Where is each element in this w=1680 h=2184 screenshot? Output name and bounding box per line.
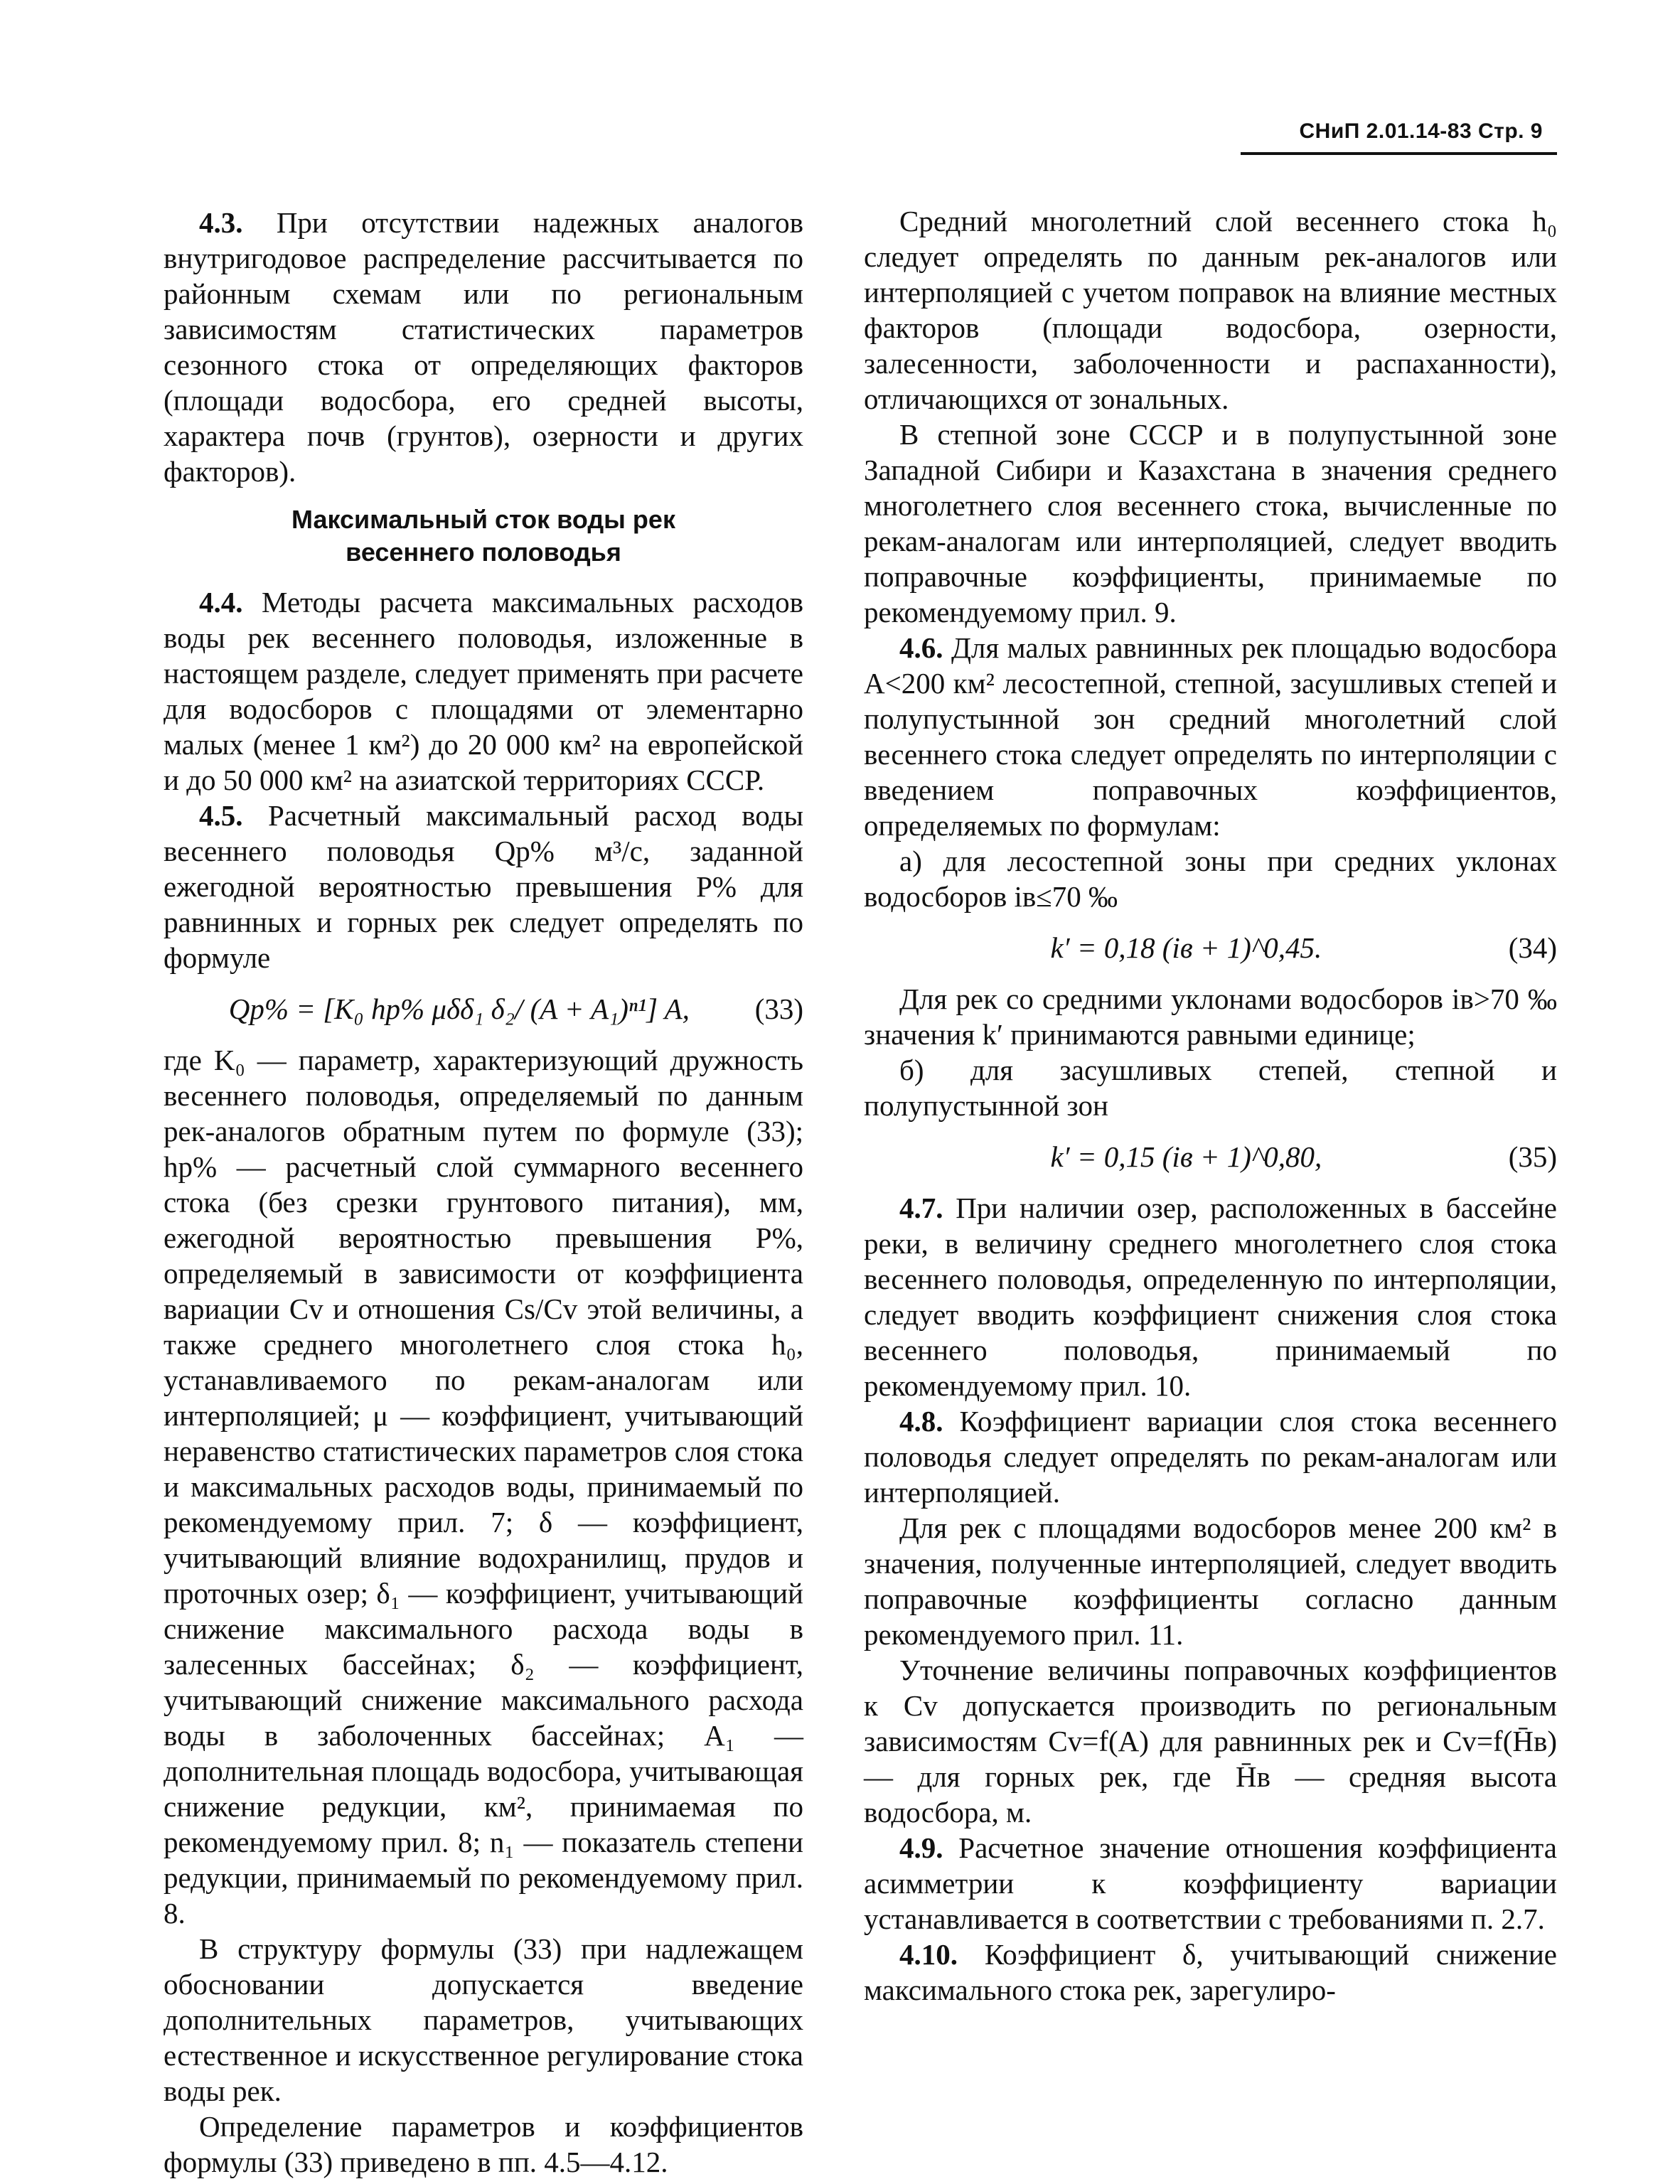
paragraph-4-8	[864, 1403, 1557, 1510]
section-heading-line2: весеннего половодья	[346, 537, 621, 567]
paragraph-text: Методы расчета максимальных расходов воды рек весеннего половодья, изложенные в настоящем разделе, следует применять при расчете для водосборов с площадями от элементарно малых (менее 1 км²) до 20 000 км² на европейской и до 50 000 км² на азиатской территориях СССР.	[164, 586, 804, 796]
paragraph-item-b: б) для засушливых степей, степной и полупустынной зон	[864, 1054, 1557, 1122]
paragraph-text: Расчетное значение отношения коэффициента асимметрии к коэффициенту вариации устанавливается в соответствии с требованиями п. 2.7.	[864, 1831, 1558, 1935]
paragraph-area: Для рек с площадями водосборов менее 200 км² в значения, полученные интерполяцией, следует вводить поправочные коэффициенты согласно данным рекомендуемого прил. 11.	[864, 1511, 1557, 1651]
section-heading-line1: Максимальный сток воды рек	[291, 505, 675, 534]
paragraph-text: При наличии озер, расположенных в бассейне реки, в величину среднего многолетнего слоя стока весеннего половодья, определенную по интерполяции, следует вводить коэффициент снижения слоя стока весеннего половодья, принимаемый по рекомендуемому прил. 10.	[864, 1192, 1558, 1402]
section-number: 4.8.	[899, 1405, 943, 1438]
left-column	[164, 205, 803, 2180]
paragraph-text: Для малых равнинных рек площадью водосбора A<200 км² лесостепной, степной, засушливых степей и полупустынной зон средний многолетний слой весеннего стока следует определять по интерполяции с введением поправочных коэффициентов, определяемых по формулам:	[864, 631, 1557, 842]
section-number: 4.9.	[899, 1831, 943, 1864]
section-number: 4.4.	[199, 586, 243, 619]
paragraph-steppe: В степной зоне СССР и в полупустынной зоне Западной Сибири и Казахстана в значения среднего многолетнего слоя весеннего стока, вычисленные по рекам-аналогам или интерполяцией, следует вводить поправочные коэффициенты, принимаемые по рекомендуемому прил. 9.	[864, 418, 1557, 628]
formula-expression: Qp% = [K₀ hp% μδδ₁ δ₂/ (A + A₁)ⁿ¹] A,	[228, 992, 690, 1025]
section-number: 4.5.	[199, 799, 243, 832]
page-header: СНиП 2.01.14-83 Стр. 9	[1299, 119, 1543, 143]
paragraph-4-3	[164, 205, 803, 489]
paragraph-refine: Уточнение величины поправочных коэффициентов к Cv допускается производить по региональным зависимостям Cv=f(A) для равнинных рек и Cv=f(H̄в) — для горных рек, где H̄в — средняя высота водосбора, м.	[864, 1654, 1557, 1829]
formula-number: (34)	[1508, 931, 1557, 964]
paragraph-text: Коэффициент δ, учитывающий снижение максимального стока рек, зарегулиро-	[864, 1938, 1558, 2006]
formula-35	[864, 1139, 1557, 1174]
paragraph-h0: Средний многолетний слой весеннего стока h₀ следует определять по данным рек-аналогов или интерполяцией с учетом поправок на влияние местных факторов (площади водосбора, озерности, залесенности, заболоченности и распаханности), отличающихся от зональных.	[864, 205, 1557, 415]
section-number: 4.3.	[199, 206, 243, 239]
paragraph-4-10	[864, 1937, 1557, 2008]
paragraph-structure: В структуру формулы (33) при надлежащем обосновании допускается введение дополнительных параметров, учитывающих естественное и искусственное регулирование стока воды рек.	[164, 1932, 803, 2107]
paragraph-item-a: а) для лесостепной зоны при средних уклонах водосборов iв≤70 ‰	[864, 845, 1557, 913]
paragraph-4-7	[864, 1190, 1557, 1403]
formula-number: (33)	[754, 992, 803, 1025]
section-number: 4.6.	[899, 631, 943, 664]
paragraph-text: При отсутствии надежных аналогов внутригодовое распределение рассчитывается по районным схемам или по региональным зависимостям статистических параметров сезонного стока от определяющих факторов (площади водосбора, его средней высоты, характера почв (грунтов), озерности и других факторов).	[164, 206, 803, 488]
paragraph-4-6	[864, 630, 1557, 843]
paragraph-text: Коэффициент вариации слоя стока весеннего половодья следует определять по рекам-аналогам или интерполяцией.	[864, 1405, 1557, 1509]
formula-expression: k′ = 0,18 (iв + 1)^0,45.	[1050, 931, 1322, 964]
paragraph-slopes: Для рек со средними уклонами водосборов iв>70 ‰ значения k′ принимаются равными единице;	[864, 983, 1557, 1051]
paragraph-definitions: где K₀ — параметр, характеризующий дружность весеннего половодья, определяемый по данным рек-аналогов обратным путем по формуле (33); hp% — расчетный слой суммарного весеннего стока (без срезки грунтового питания), мм, ежегодной вероятностью превышения P%, определяемый в зависимости от коэффициента вариации Cv и отношения Cs/Cv этой величины, а также среднего многолетнего слоя стока h₀, устанавливаемого по рекам-аналогам или интерполяцией; μ — коэффициент, учитывающий неравенство статистических параметров слоя стока и максимальных расходов воды, принимаемый по рекомендуемому прил. 7; δ — коэффициент, учитывающий влияние водохранилищ, прудов и проточных озер; δ₁ — коэффициент, учитывающий снижение максимального расхода воды в залесенных бассейнах; δ₂ — коэффициент, учитывающий снижение максимального расхода воды в заболоченных бассейнах; A₁ — дополнительная площадь водосбора, учитывающая снижение редукции, км², принимаемая по рекомендуемому прил. 8; n₁ — показатель степени редукции, принимаемый по рекомендуемому прил. 8.	[164, 1044, 803, 1929]
paragraph-4-9	[864, 1830, 1557, 1937]
paragraph-parameters: Определение параметров и коэффициентов формулы (33) приведено в пп. 4.5—4.12.	[164, 2110, 803, 2178]
section-number: 4.10.	[899, 1938, 958, 1971]
paragraph-text: Расчетный максимальный расход воды весеннего половодья Qp% м³/с, заданной ежегодной вероятностью превышения P% для равнинных и горных рек следует определять по формуле	[164, 799, 804, 974]
formula-33	[164, 991, 803, 1027]
paragraph-4-5	[164, 798, 803, 975]
section-number: 4.7.	[899, 1192, 943, 1224]
formula-34	[864, 930, 1557, 965]
right-column	[864, 203, 1557, 2008]
paragraph-4-4	[164, 584, 803, 798]
formula-number: (35)	[1508, 1140, 1557, 1173]
header-rule	[1241, 152, 1557, 155]
section-heading	[164, 503, 803, 569]
formula-expression: k′ = 0,15 (iв + 1)^0,80,	[1050, 1140, 1322, 1173]
